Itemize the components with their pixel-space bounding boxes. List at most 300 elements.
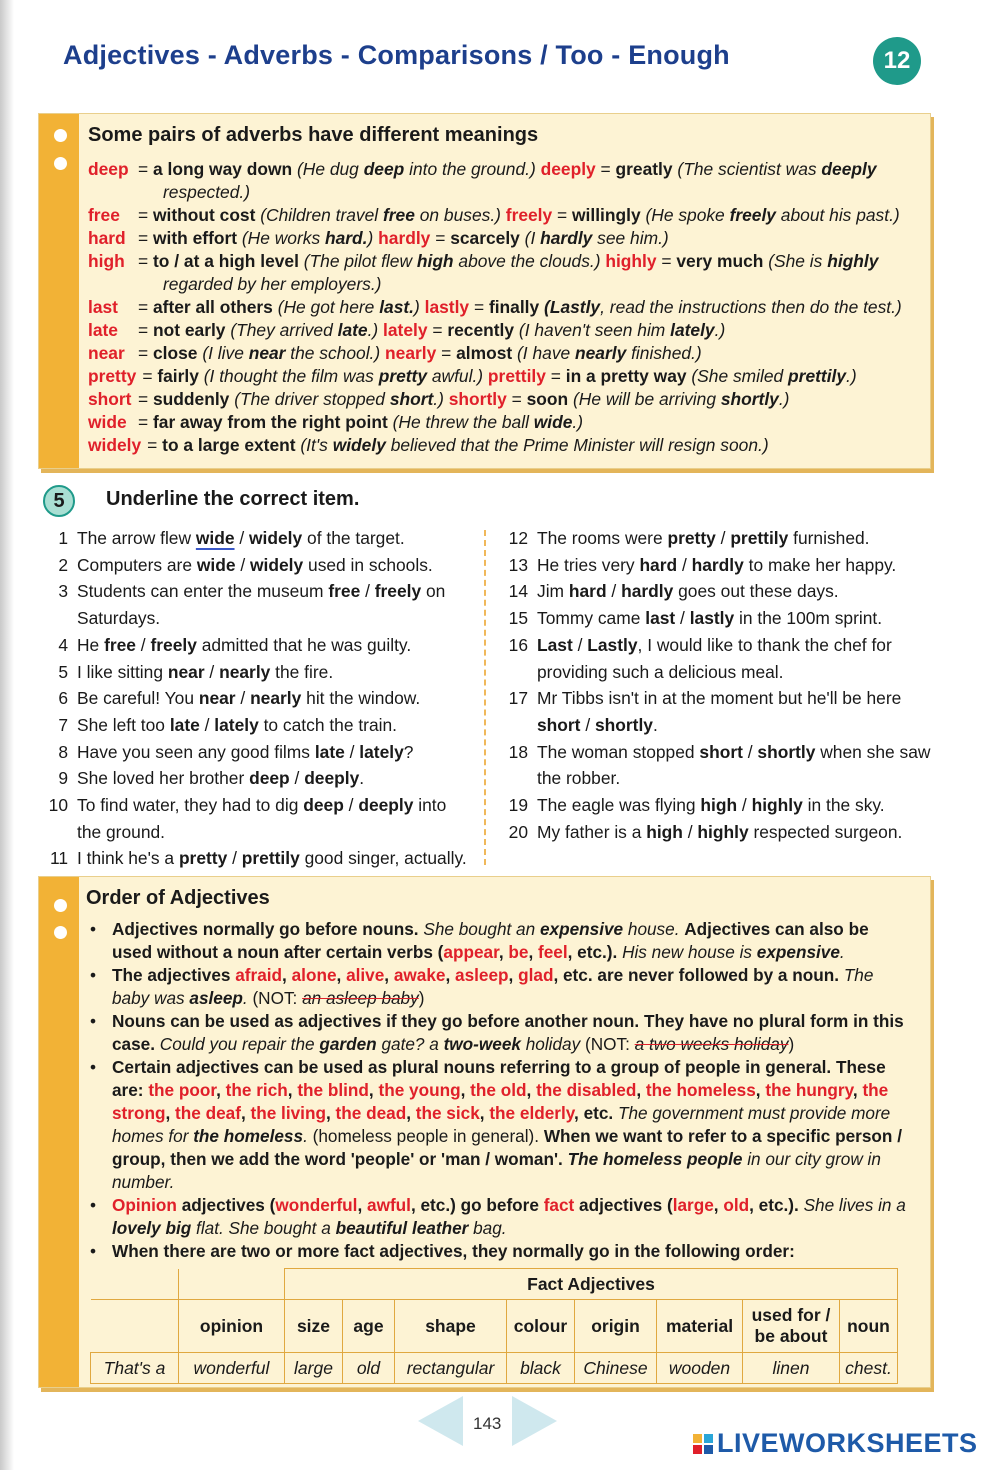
adverb-definition <box>138 411 924 434</box>
text-segment: , <box>357 1195 368 1215</box>
text-segment: pretty <box>378 366 428 386</box>
text-segment: Have you seen any good films <box>77 741 315 762</box>
adverb-pair-row <box>88 434 924 457</box>
text-segment: , <box>479 1103 490 1123</box>
text-segment: The adjectives <box>112 965 236 985</box>
exercise-item-number: 2 <box>58 554 68 575</box>
answer-option[interactable]: lately <box>359 741 404 762</box>
highlighted-term: the disabled <box>536 1080 637 1100</box>
text-segment: Be careful! You <box>77 688 199 709</box>
text-segment: (She is <box>768 251 828 271</box>
text-segment: The eagle was flying <box>537 795 701 816</box>
answer-option[interactable]: widely <box>250 554 304 575</box>
table-header-cell: age <box>343 1300 395 1353</box>
text-segment: highly <box>827 251 879 271</box>
text-segment: on Saturdays. <box>77 581 446 629</box>
adverb-word: high <box>88 251 125 271</box>
text-segment: . <box>652 714 658 735</box>
exercise-item-text <box>537 819 935 846</box>
answer-option[interactable]: hardly <box>691 554 744 575</box>
adjective-order-table <box>90 1268 898 1384</box>
text-segment: near <box>248 343 286 363</box>
exercise-item-number: 17 <box>508 688 528 709</box>
text-segment: (The scientist was <box>677 159 822 179</box>
highlighted-term: feel <box>538 942 568 962</box>
table-cell: Chinese <box>575 1353 657 1384</box>
text-segment: = <box>436 343 457 363</box>
highlighted-term: nearly <box>385 343 437 363</box>
highlighted-term: wonderful <box>275 1195 358 1215</box>
text-segment: I think he's a <box>77 848 179 869</box>
box-side-tab <box>39 114 79 468</box>
answer-option[interactable]: lastly <box>689 608 735 629</box>
answer-option[interactable]: high <box>646 821 683 842</box>
text-segment: regarded by her employers.) <box>163 274 382 294</box>
text-segment: ) <box>850 366 857 386</box>
text-segment: , read the instructions then do the test.) <box>600 297 902 317</box>
answer-option[interactable]: free <box>104 634 136 655</box>
highlighted-term: alone <box>291 965 337 985</box>
text-segment: into the ground.) <box>404 159 541 179</box>
text-segment: hard. <box>325 228 368 248</box>
text-segment: , <box>287 1080 298 1100</box>
highlighted-term: appear <box>443 942 499 962</box>
answer-option[interactable]: deeply <box>358 795 414 816</box>
bullet-icon: • <box>90 1011 97 1031</box>
exercise-item-text <box>537 525 935 552</box>
text-segment: with effort <box>153 228 238 248</box>
text-segment: nearly <box>575 343 627 363</box>
text-segment: . <box>303 1126 308 1146</box>
text-segment: two-week <box>443 1034 521 1054</box>
adverb-definition <box>138 227 924 250</box>
text-segment: , <box>240 1103 251 1123</box>
adverb-word: near <box>88 343 125 363</box>
answer-option[interactable]: deep <box>303 795 344 816</box>
exercise-item-number: 12 <box>508 528 528 548</box>
exercise-item-number: 18 <box>508 741 528 762</box>
table-blank-cell <box>91 1300 179 1353</box>
answer-option[interactable]: freely <box>374 581 422 602</box>
text-segment: garden <box>319 1034 377 1054</box>
exercise-item-number: 13 <box>508 554 528 575</box>
text-segment: (He got here <box>277 297 380 317</box>
exercise-item-number: 5 <box>58 661 68 682</box>
text-segment: the school.) <box>285 343 386 363</box>
rule-item <box>86 1194 908 1240</box>
adverb-pair-row <box>88 319 924 342</box>
answer-option[interactable]: hard <box>639 554 678 575</box>
text-segment: My father is a <box>537 821 647 842</box>
text-segment: respected.) <box>163 182 250 202</box>
exercise-item-text <box>77 792 472 845</box>
adverb-pair-row <box>88 365 924 388</box>
text-segment: (I live <box>202 343 249 363</box>
text-segment: close <box>153 343 198 363</box>
highlighted-term: Opinion <box>112 1195 177 1215</box>
text-segment: / <box>234 528 250 548</box>
text-segment: (He will be arriving <box>572 389 721 409</box>
text-segment: ) <box>783 389 790 409</box>
text-segment: Nouns can be used as adjectives if they go before another noun. They have no plural form in this case. <box>112 1011 904 1054</box>
answer-option[interactable]: highly <box>697 821 749 842</box>
rule-item <box>86 1010 908 1056</box>
exercise-left-column <box>40 525 472 872</box>
answer-option[interactable]: short <box>699 741 743 762</box>
text-segment: She loved her brother <box>77 768 250 789</box>
text-segment: willingly <box>572 205 641 225</box>
text-segment: high <box>416 251 454 271</box>
exercise-item-number: 19 <box>508 795 528 816</box>
text-segment: (He dug <box>296 159 364 179</box>
answer-option[interactable]: late <box>314 741 345 762</box>
text-segment: (NOT: <box>247 988 303 1008</box>
exercise-item-text <box>77 525 472 552</box>
liveworksheets-brand: LIVEWORKSHEETS <box>717 1428 978 1458</box>
text-segment: , <box>755 1080 766 1100</box>
answer-option[interactable]: prettily <box>241 848 300 869</box>
text-segment: (NOT: <box>580 1034 635 1054</box>
exercise-item <box>40 739 472 766</box>
table-cell: linen <box>743 1353 840 1384</box>
tab-dot-icon <box>54 129 67 142</box>
text-segment: goes out these days. <box>673 581 839 602</box>
text-segment: / <box>682 821 698 842</box>
text-segment: To find water, they had to dig <box>77 795 304 816</box>
bullet-icon: • <box>90 1241 97 1261</box>
text-segment: = <box>138 389 153 409</box>
answer-option[interactable]: nearly <box>219 661 271 682</box>
text-segment: / <box>360 581 375 602</box>
answer-option[interactable]: near <box>198 688 236 709</box>
text-segment: The homeless people <box>567 1149 743 1169</box>
text-segment: a two weeks holiday <box>634 1034 789 1054</box>
page-title: Adjectives - Adverbs - Comparisons / Too - Enough <box>63 40 730 70</box>
text-segment: (The driver stopped <box>234 389 390 409</box>
text-segment: after all others <box>153 297 273 317</box>
exercise-item <box>500 552 935 579</box>
exercise-item <box>40 765 472 792</box>
exercise-item <box>40 792 472 845</box>
answer-option[interactable]: pretty <box>178 848 228 869</box>
text-segment: . <box>839 942 845 962</box>
highlighted-term: hardly <box>378 228 431 248</box>
exercise-item <box>500 685 935 738</box>
exercise-item-text <box>77 845 472 872</box>
text-segment: deep <box>363 159 405 179</box>
text-segment: scarcely <box>450 228 520 248</box>
exercise-item <box>500 525 935 552</box>
text-segment: , <box>406 1103 416 1123</box>
text-segment: Could you repair the <box>159 1034 320 1054</box>
text-segment: fairly <box>157 366 199 386</box>
adverb-word: pretty <box>88 366 137 386</box>
text-segment: She left too <box>77 714 170 735</box>
text-segment: to catch the train. <box>258 714 397 735</box>
text-segment: When we want to refer to a specific person / group, then we add the word 'people' or 'man / woman'. <box>112 1126 902 1169</box>
text-segment: , <box>528 942 538 962</box>
text-segment: without cost <box>153 205 256 225</box>
bullet-icon: • <box>90 919 97 939</box>
exercise-item-text <box>77 659 472 686</box>
text-segment: , etc.) go before <box>410 1195 544 1215</box>
highlighted-term: the old <box>470 1080 527 1100</box>
exercise-item-number: 1 <box>58 528 68 548</box>
adverb-word: hard <box>88 228 126 248</box>
rule-item <box>86 964 908 1010</box>
answer-option[interactable]: shortly <box>757 741 816 762</box>
highlighted-term: awful <box>367 1195 411 1215</box>
text-segment: = <box>138 251 153 271</box>
text-segment: short <box>389 389 434 409</box>
text-segment: believed that the Prime Minister will resign soon.) <box>385 435 769 455</box>
answer-option[interactable]: wide <box>196 554 236 575</box>
answer-option[interactable]: pretty <box>667 528 716 548</box>
highlighted-term: the homeless <box>645 1080 756 1100</box>
text-segment: / <box>580 714 595 735</box>
answer-option[interactable]: hard <box>568 581 607 602</box>
adverb-definition <box>138 319 924 342</box>
tab-dot-icon <box>54 157 67 170</box>
text-segment: / <box>289 768 305 789</box>
table-header-cell: used for / be about <box>743 1300 840 1353</box>
text-segment: .) <box>714 320 726 340</box>
adverb-definition <box>147 434 924 457</box>
text-segment: when she saw the robber. <box>537 741 931 789</box>
answer-option[interactable]: late <box>169 714 200 735</box>
table-example-row <box>91 1353 898 1384</box>
exercise-item <box>500 792 935 819</box>
tab-dot-icon <box>54 899 67 912</box>
answer-option[interactable]: deeply <box>304 768 360 789</box>
text-segment: widely <box>332 435 386 455</box>
answer-option[interactable]: hardly <box>621 581 674 602</box>
text-segment: I like sitting <box>77 661 168 682</box>
adverb-pair-row <box>88 250 924 296</box>
text-segment: (The pilot flew <box>303 251 417 271</box>
text-segment: / <box>227 848 242 869</box>
column-divider <box>484 530 486 865</box>
answer-option[interactable]: nearly <box>250 688 302 709</box>
text-segment: (Children travel <box>260 205 383 225</box>
exercise-right-column <box>500 525 935 845</box>
text-segment: , etc.). <box>749 1195 804 1215</box>
text-segment: Students can enter the museum <box>77 581 329 602</box>
highlighted-term: asleep <box>455 965 509 985</box>
answer-option[interactable]: lately <box>214 714 259 735</box>
answer-option[interactable]: Lastly <box>587 634 638 655</box>
text-segment: = <box>545 366 566 386</box>
adverb-word: late <box>88 320 118 340</box>
text-segment: the fire. <box>270 661 334 682</box>
text-segment: / <box>199 714 215 735</box>
table-cell: wooden <box>657 1353 743 1384</box>
text-segment: . <box>242 988 248 1008</box>
highlighted-term: lately <box>383 320 428 340</box>
text-segment: free <box>383 205 415 225</box>
exercise-item-text <box>77 765 472 792</box>
text-segment: , <box>165 1103 176 1123</box>
adverb-pair-row <box>88 296 924 319</box>
exercise-item <box>40 685 472 712</box>
table-cell: large <box>285 1353 343 1384</box>
text-segment: ) <box>372 320 384 340</box>
text-segment: Computers are <box>77 554 197 575</box>
text-segment: lately <box>670 320 715 340</box>
fact-adjectives-header: Fact Adjectives <box>285 1269 898 1300</box>
exercise-item <box>40 659 472 686</box>
text-segment: / <box>204 661 220 682</box>
table-header-cell: opinion <box>179 1300 285 1353</box>
exercise-item-text <box>77 712 472 739</box>
text-segment: The baby was <box>112 965 874 1008</box>
text-segment: / <box>343 795 359 816</box>
text-segment: lovely big <box>112 1218 192 1238</box>
answer-option[interactable]: near <box>167 661 205 682</box>
liveworksheets-logo <box>693 1428 978 1459</box>
answer-option[interactable]: free <box>328 581 361 602</box>
answer-option[interactable]: Last <box>537 634 573 655</box>
text-segment: / <box>344 741 360 762</box>
highlighted-term: deeply <box>540 159 596 179</box>
text-segment: He <box>77 634 105 655</box>
text-segment: prettily <box>788 366 847 386</box>
text-segment: late <box>337 320 368 340</box>
bullet-icon: • <box>90 1057 97 1077</box>
answer-option[interactable]: deep <box>249 768 290 789</box>
exercise-item-number: 4 <box>58 634 68 655</box>
highlighted-term: prettily <box>487 366 546 386</box>
tab-dot-icon <box>54 926 67 939</box>
adverb-definition <box>138 296 924 319</box>
exercise-item-text <box>77 578 472 631</box>
answer-option[interactable]: high <box>700 795 738 816</box>
text-segment: shortly <box>720 389 779 409</box>
text-segment: , etc. are never followed by a noun. <box>553 965 844 985</box>
text-segment: . <box>778 389 784 409</box>
liveworksheets-logo-icon <box>693 1434 713 1454</box>
highlighted-term: the deaf <box>175 1103 241 1123</box>
text-segment: (He threw the ball <box>392 412 534 432</box>
text-segment: , <box>498 942 509 962</box>
adverb-word: last <box>88 297 118 317</box>
adverb-definition <box>138 204 924 227</box>
exercise-item-number: 16 <box>508 634 528 655</box>
answer-option[interactable]: wide <box>195 528 235 548</box>
text-segment: house. <box>623 919 685 939</box>
text-segment: / <box>675 608 690 629</box>
exercise-item-text <box>537 552 935 579</box>
table-cell: That's a <box>91 1353 179 1384</box>
exercise-item-number: 10 <box>48 795 68 816</box>
text-segment: to make her happy. <box>743 554 897 575</box>
order-of-adjectives-title: Order of Adjectives <box>86 887 270 909</box>
text-segment: Mr Tibbs isn't in at the moment but he'll be here <box>537 688 902 709</box>
text-segment: Tommy came <box>537 608 646 629</box>
answer-option[interactable]: short <box>537 714 581 735</box>
answer-option[interactable]: freely <box>150 634 197 655</box>
text-segment: (I have <box>517 343 576 363</box>
exercise-item-text <box>537 739 935 792</box>
text-segment: see him.) <box>592 228 669 248</box>
adverb-word: free <box>88 205 120 225</box>
text-segment: / <box>737 795 752 816</box>
answer-option[interactable]: widely <box>249 528 303 548</box>
text-segment: = <box>138 320 153 340</box>
text-segment: on buses.) <box>414 205 506 225</box>
exercise-item-text <box>77 632 472 659</box>
exercise-item <box>500 605 935 632</box>
text-segment: , <box>384 965 394 985</box>
exercise-item <box>500 632 935 685</box>
adverb-pair-row <box>88 411 924 434</box>
text-segment: (He spoke <box>645 205 730 225</box>
exercise-item-text <box>537 605 935 632</box>
answer-option[interactable]: prettily <box>730 528 789 548</box>
adverb-pair-row <box>88 227 924 250</box>
exercise-item <box>40 845 472 872</box>
adverb-definition <box>138 158 924 204</box>
table-header-cell: colour <box>507 1300 575 1353</box>
text-segment: admitted that he was guilty. <box>196 634 412 655</box>
page-nav-left-decoration <box>418 1396 463 1446</box>
answer-option[interactable]: highly <box>751 795 803 816</box>
text-segment: in the 100m sprint. <box>734 608 883 629</box>
text-segment: = <box>656 251 677 271</box>
answer-option[interactable]: last <box>645 608 676 629</box>
text-segment: expensive <box>756 942 840 962</box>
text-segment: greatly <box>615 159 673 179</box>
text-segment: , <box>368 1080 379 1100</box>
text-segment: .) <box>572 412 584 432</box>
text-segment: Jim <box>537 581 569 602</box>
text-segment: , <box>636 1080 646 1100</box>
table-header-cell: size <box>285 1300 343 1353</box>
text-segment: into the ground. <box>77 795 447 842</box>
adverb-word: widely <box>88 435 142 455</box>
exercise-item <box>500 739 935 792</box>
highlighted-term: alive <box>346 965 385 985</box>
exercise-item-number: 3 <box>58 581 68 602</box>
adverb-pairs-list <box>88 158 924 457</box>
adverb-definition <box>142 365 924 388</box>
text-segment: in a pretty way <box>565 366 687 386</box>
text-segment: awful.) <box>427 366 488 386</box>
text-segment: ) <box>367 228 379 248</box>
table-cell: rectangular <box>395 1353 507 1384</box>
text-segment: = <box>469 297 489 317</box>
text-segment: / <box>235 554 251 575</box>
text-segment: . <box>359 768 365 789</box>
highlighted-term: the dead <box>335 1103 407 1123</box>
text-segment: ) <box>418 988 425 1008</box>
page-spine-shadow <box>0 0 14 1470</box>
adjective-rules-list <box>86 918 908 1263</box>
exercise-item-text <box>77 552 472 579</box>
text-segment: in the sky. <box>802 795 885 816</box>
adverb-word: deep <box>88 159 129 179</box>
text-segment: hardly <box>540 228 593 248</box>
exercise-item-number: 8 <box>58 741 68 762</box>
text-segment: = <box>138 297 153 317</box>
answer-option[interactable]: shortly <box>594 714 653 735</box>
text-segment: (She smiled <box>691 366 789 386</box>
exercise-instruction: Underline the correct item. <box>106 488 360 510</box>
highlighted-term: the elderly <box>489 1103 575 1123</box>
adverb-pair-row <box>88 388 924 411</box>
text-segment: . <box>433 389 439 409</box>
text-segment: adjectives ( <box>574 1195 673 1215</box>
